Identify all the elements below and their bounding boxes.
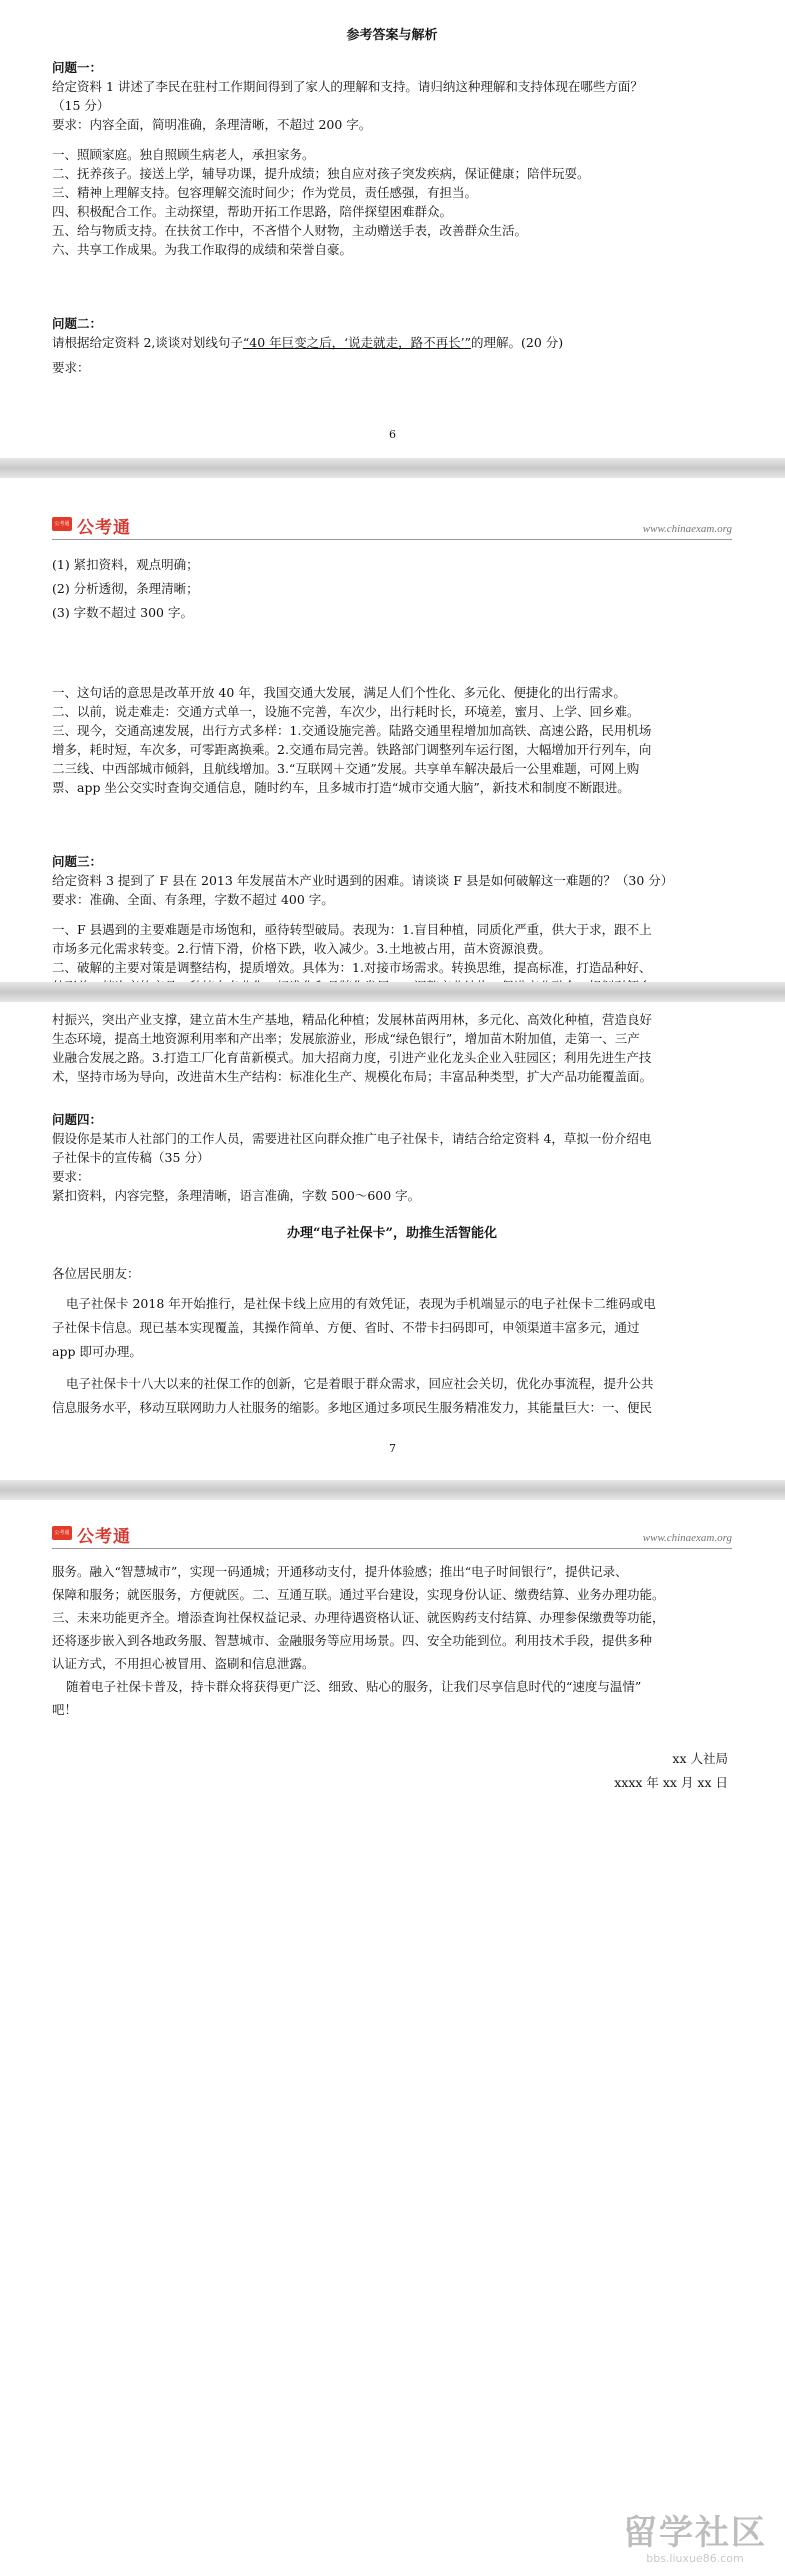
article-title: 办理“电子社保卡”，助推生活智能化 [287,1226,497,1241]
question-text: 给定资料 3 提到了 F 县在 2013 年发展苗木产业时遇到的困难。请谈谈 F 县是如何破解这一难题的？（30 分） [52,873,674,888]
paragraph-line: 认证方式，不用担心被冒用、盗刷和信息泄露。 [52,1656,315,1671]
site-url: www.chinaexam.org [642,523,732,535]
paragraph-line: 三、未来功能更齐全。增添查询社保权益记录、办理待遇资格认证、就医购药支付结算、办理参保缴费等功能， [52,1610,665,1625]
answer-line: 一、这句话的意思是改革开放 40 年，我国交通大发展，满足人们个性化、多元化、便捷化的出行需求。 [52,685,626,700]
requirement-line: (3) 字数不超过 300 字。 [52,605,193,620]
requirement-line: (2) 分析透彻，条理清晰； [52,581,199,596]
answer-line: 二、抚养孩子。接送上学，辅导功课，提升成绩；独自应对孩子突发疾病，保证健康；陪伴玩耍。 [52,166,590,181]
paragraph-line: 随着电子社保卡普及，持卡群众将获得更广泛、细致、贴心的服务，让我们尽享信息时代的“速度与温情” [66,1679,642,1694]
page-number: 6 [389,428,396,441]
answer-line: 四、积极配合工作。主动探望，帮助开拓工作思路，陪伴探望困难群众。 [52,204,453,219]
question-text: 请根据给定资料 2,谈谈对划线句子“40 年巨变之后，‘说走就走，路不再长’”的理解。(20 分) [52,335,564,350]
page-separator [0,458,785,478]
answer-line: 六、共享工作成果。为我工作取得的成绩和荣誉自豪。 [52,242,353,257]
site-url: www.chinaexam.org [642,1532,732,1544]
question-requirement: 要求： [52,360,90,375]
paragraph-line: 电子社保卡 2018 年开始推行，是社保卡线上应用的有效凭证，表现为手机端显示的电子社保卡二维码或电 [66,1296,656,1311]
article-greeting: 各位居民朋友： [52,1266,140,1281]
question-text: 子社保卡的宣传稿（35 分） [52,1150,210,1165]
answer-line: 术，坚持市场为导向，改进苗木生产结构：标准化生产、规模化布局；丰富品种类型，扩大产品功能覆盖面。 [52,1069,653,1084]
question-requirement: 要求：内容全面，简明准确，条理清晰，不超过 200 字。 [52,117,372,132]
question-2 [52,314,732,377]
q2-requirements [52,553,732,625]
answer-3-continued [52,1010,732,1086]
paragraph-line: 服务。融入“智慧城市”，实现一码通城；开通移动支付，提升体验感；推出“电子时间银行”，提供记录、 [52,1564,628,1579]
requirement-line: (1) 紧扣资料，观点明确； [52,557,199,572]
answer-line: 二、以前，说走难走：交通方式单一，设施不完善，车次少，出行耗时长，环境差，蜜月、上学、回乡难。 [52,704,640,719]
page-number: 7 [389,1442,396,1455]
question-heading: 问题四： [52,1112,103,1127]
answer-line: 二、破解的主要对策是调整结构，提质增效。具体为：1.对接市场需求。转换思维，提高标准，打造品种好、 [52,960,652,975]
question-requirement-label: 要求： [52,1169,90,1184]
article-paragraph-1 [52,1292,732,1364]
question-score: （15 分） [52,98,110,113]
paragraph-line: app 即可办理。 [52,1344,142,1359]
answer-line: 票、app 坐公交实时查询交通信息，随时约车，且多城市打造“城市交通大脑”，新技术和制度不断跟进。 [52,780,630,795]
question-1 [52,58,732,134]
page-header [52,1522,732,1549]
logo-text: 公考通 [77,518,131,538]
answer-line: 市场多元化需求转变。2.行情下滑，价格下跌，收入减少。3.土地被占用，苗木资源浪费。 [52,941,551,956]
paragraph-line: 电子社保卡十八大以来的社保工作的创新，它是着眼于群众需求，回应社会关切，优化办事流程，提升公共 [66,1376,654,1391]
underlined-quote: “40 年巨变之后，‘说走就走，路不再长’” [242,335,472,350]
answer-line: 五、给与物质支持。在扶贫工作中，不吝惜个人财物，主动赠送手表，改善群众生活。 [52,223,528,238]
article-paragraph-2 [52,1372,732,1420]
page-header [52,513,732,540]
paragraph-line: 吧！ [52,1702,78,1717]
question-text: 假设你是某市人社部门的工作人员，需要进社区向群众推广电子社保卡，请结合给定资料 4，草拟一份介绍电 [52,1131,652,1146]
document-page-1 [0,0,785,458]
question-heading: 问题二： [52,316,103,331]
page-separator [0,1480,785,1500]
answer-line: 生态环境，提高土地资源利用率和产出率；发展旅游业，形成“绿色银行”，增加苗木附加值，走第一、三产 [52,1031,640,1046]
signature: xx 人社局 [672,1751,728,1766]
signature-date: xxxx 年 xx 月 xx 日 [614,1775,728,1790]
answer-line: 二三线、中西部城市倾斜，且航线增加。3.“互联网＋交通”发展。共享单车解决最后一公里难题，可网上购 [52,761,640,776]
logo-icon: 公考通 [52,1526,72,1540]
answer-line: 增多，耗时短，车次多，可零距离换乘。2.交通布局完善。铁路部门调整列车运行图，大幅增加开行列车，向 [52,742,652,757]
answer-1 [52,145,732,259]
logo-icon: 公考通 [52,517,72,531]
answer-line: 一、F 县遇到的主要难题是市场饱和，亟待转型破局。表现为：1.盲目种植，同质化严重，供大于求，跟不上 [52,922,652,937]
logo-text: 公考通 [77,1527,131,1547]
answer-line: 三、现今，交通高速发展，出行方式多样：1.交通设施完善。陆路交通里程增加加高铁、高速公路，民用机场 [52,723,652,738]
watermark-url: bbs.liuxue86.com [646,2552,744,2565]
answer-line: 一、照顾家庭。独自照顾生病老人，承担家务。 [52,147,315,162]
question-heading: 问题一： [52,60,103,75]
document-page-3 [0,1002,785,2573]
article-signature-block [52,1747,732,1795]
answer-line: 村振兴，突出产业支撑，建立苗木生产基地，精品化种植；发展林苗两用林，多元化、高效化种植，营造良好 [52,1012,653,1027]
article-paragraph-3 [52,1560,732,1721]
answer-line: 三、精神上理解支持。包容理解交流时间少；作为党员，责任感强，有担当。 [52,185,478,200]
paragraph-line: 保障和服务；就医服务，方便就医。二、互通互联。通过平台建设，实现身份认证、缴费结算、业务办理功能。 [52,1587,665,1602]
page-title: 参考答案与解析 [346,28,438,43]
question-4 [52,1110,732,1205]
paragraph-line: 信息服务水平，移动互联网助力人社服务的缩影。多地区通过多项民生服务精准发力，其能量巨大：一、便民 [52,1400,653,1415]
question-heading: 问题三： [52,854,103,869]
question-requirement: 紧扣资料，内容完整，条理清晰，语言准确，字数 500～600 字。 [52,1188,421,1203]
watermark [615,2514,775,2565]
answer-2 [52,683,732,797]
question-3 [52,852,732,909]
answer-line: 业融合发展之路。3.打造工厂化育苗新模式。加大招商力度，引进产业化龙头企业入驻园区；利用先进生产技 [52,1050,652,1065]
question-requirement: 要求：准确、全面、有条理，字数不超过 400 字。 [52,892,334,907]
page-separator [0,982,785,1002]
paragraph-line: 还将逐步嵌入到各地政务服、智慧城市、金融服务等应用场景。四、安全功能到位。利用技术手段，提供多种 [52,1633,653,1648]
question-text: 给定资料 1 讲述了李民在驻村工作期间得到了家人的理解和支持。请归纳这种理解和支持体现在哪些方面？ [52,79,643,94]
watermark-logo: 留学社区 [623,2513,767,2553]
paragraph-line: 子社保卡信息。现已基本实现覆盖，其操作简单、方便、省时、不带卡扫码即可，申领渠道丰富多元，通过 [52,1320,640,1335]
